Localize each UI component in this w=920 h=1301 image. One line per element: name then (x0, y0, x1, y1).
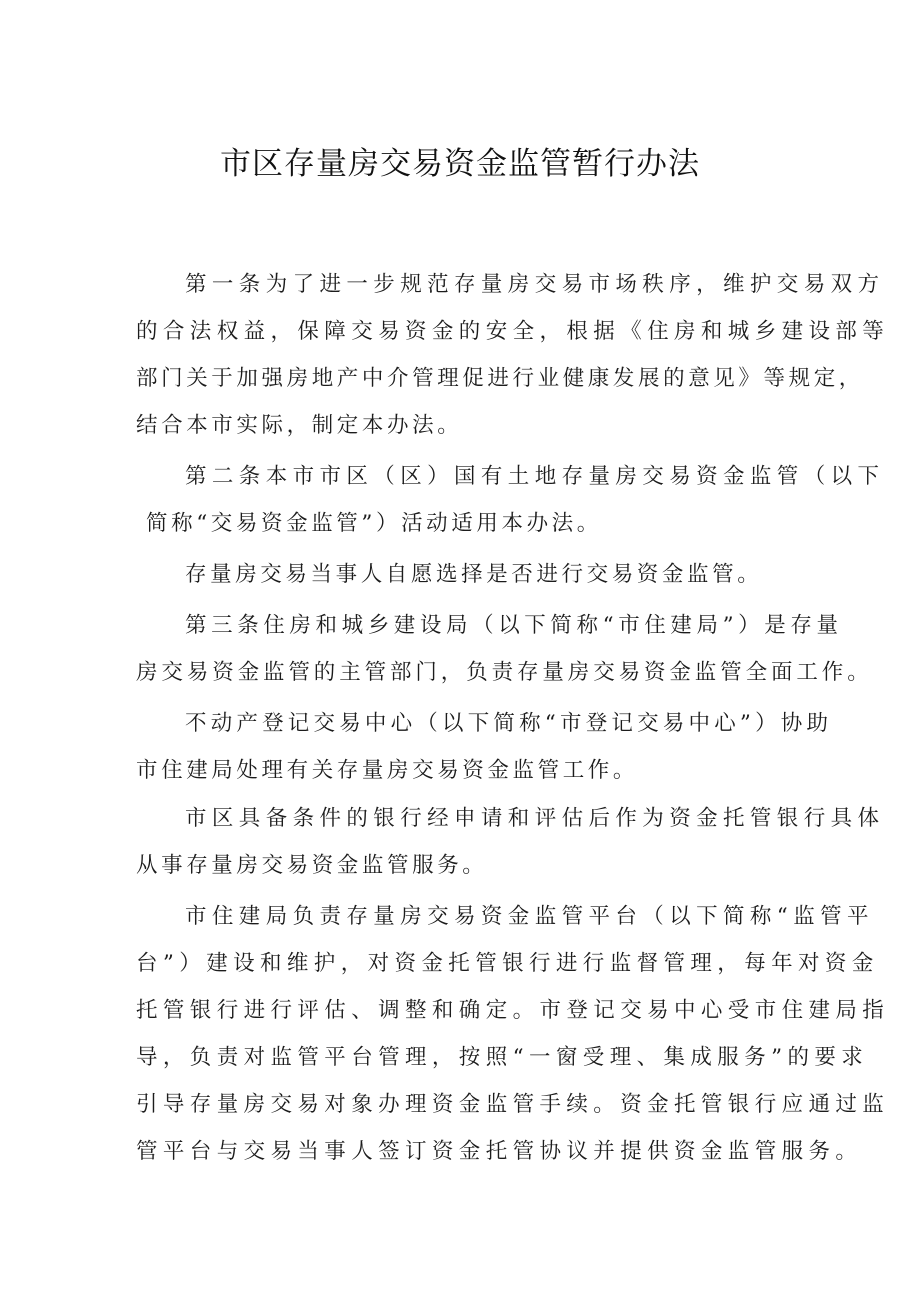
text-line: 结合本市实际，制定本办法。 (136, 413, 463, 438)
text-line: 部门关于加强房地产中介管理促进行业健康发展的意见》等规定， (136, 366, 864, 391)
text-line: 市住建局负责存量房交易资金监管平台（以下简称“监管平 (185, 904, 874, 929)
text-line: 第二条本市市区（区）国有土地存量房交易资金监管（以下 (185, 464, 885, 489)
text-line: 简称“交易资金监管”）活动适用本办法。 (146, 511, 602, 536)
text-line: 房交易资金监管的主管部门，负责存量房交易资金监管全面工作。 (136, 660, 873, 685)
text-line: 管平台与交易当事人签订资金托管协议并提供资金监管服务。 (136, 1139, 863, 1164)
text-line: 导，负责对监管平台管理，按照“一窗受理、集成服务”的要求 (136, 1045, 869, 1070)
text-line: 引导存量房交易对象办理资金监管手续。资金托管银行应通过监 (136, 1092, 890, 1117)
text-line: 不动产登记交易中心（以下简称“市登记交易中心”）协助 (185, 711, 833, 736)
text-line: 的合法权益，保障交易资金的安全，根据《住房和城乡建设部等 (136, 319, 890, 344)
text-line: 存量房交易当事人自愿选择是否进行交易资金监管。 (185, 562, 763, 587)
text-line: 第一条为了进一步规范存量房交易市场秩序，维护交易双方 (185, 272, 885, 297)
text-line: 台”）建设和维护，对资金托管银行进行监督管理，每年对资金 (136, 951, 879, 976)
text-line: 从事存量房交易资金监管服务。 (136, 853, 488, 878)
text-line: 第三条住房和城乡建设局（以下简称“市住建局”）是存量 (185, 613, 843, 638)
text-line: 托管银行进行评估、调整和确定。市登记交易中心受市住建局指 (136, 998, 890, 1023)
document-title: 市区存量房交易资金监管暂行办法 (220, 146, 700, 182)
text-line: 市住建局处理有关存量房交易资金监管工作。 (136, 758, 639, 783)
text-line: 市区具备条件的银行经申请和评估后作为资金托管银行具体 (185, 806, 885, 831)
